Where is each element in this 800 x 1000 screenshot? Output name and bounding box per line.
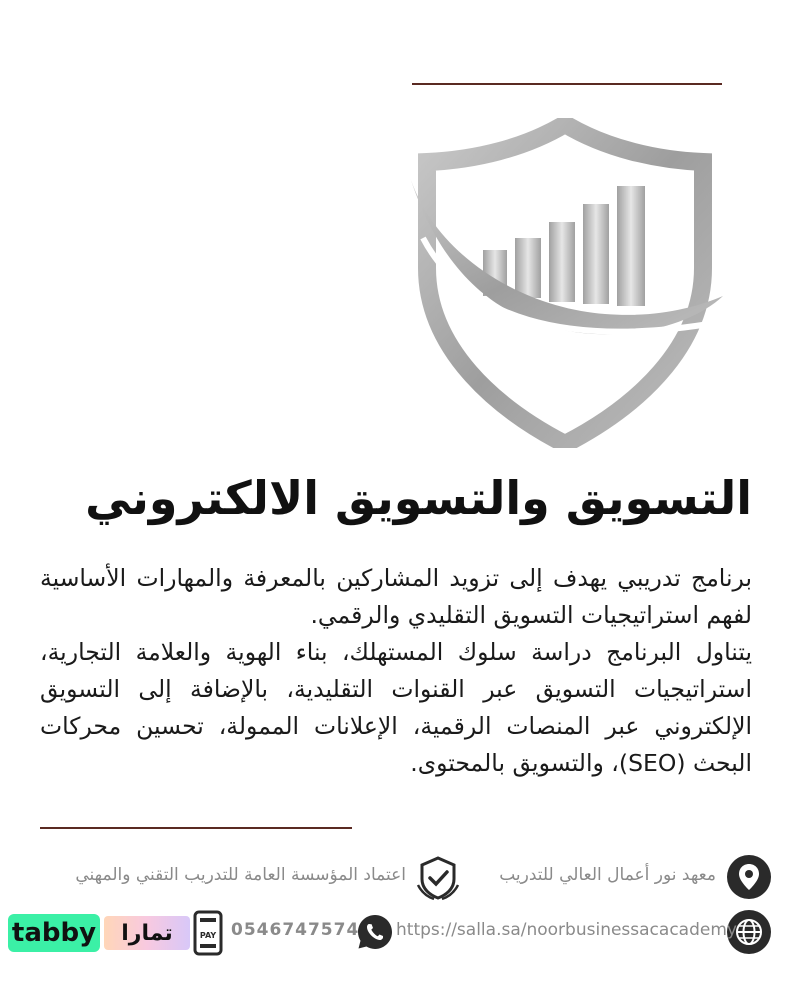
bottom-divider — [40, 827, 352, 829]
footer-contact-row — [0, 910, 800, 956]
tamara-label: تمارا — [121, 920, 173, 946]
tamara-logo — [104, 916, 190, 950]
institute-name: معهد نور أعمال العالي للتدريب — [499, 865, 716, 885]
accreditation-text: اعتماد المؤسسة العامة للتدريب التقني والمهني — [75, 865, 406, 885]
location-pin-icon — [727, 855, 771, 899]
badge-check-icon — [414, 855, 462, 901]
tabby-label: tabby — [11, 918, 97, 948]
pay-label: PAY — [199, 931, 217, 940]
website-link[interactable]: https://salla.sa/noorbusinessacacademy — [396, 920, 737, 940]
footer-info-row — [0, 855, 800, 901]
description-paragraph-2: يتناول البرنامج دراسة سلوك المستهلك، بناء الهوية والعلامة التجارية، استراتيجيات التسويق عبر القنوات التقليدية، بالإضافة إلى التسويق الإلكتروني عبر المنصات الرقمية، الإعلانات الممولة، تحسين محركات البحث (SEO)، والتسويق بالمحتوى. — [40, 638, 752, 777]
description-paragraph-1: برنامج تدريبي يهدف إلى تزويد المشاركين بالمعرفة والمهارات الأساسية لفهم استراتيجيات التسويق التقليدي والرقمي. — [40, 564, 752, 629]
phone-number[interactable]: 0546747574 — [231, 920, 360, 940]
page-title: التسويق والتسويق الالكتروني — [85, 471, 752, 525]
tabby-logo — [8, 914, 100, 952]
shield-bar-chart-icon — [405, 118, 725, 448]
description — [40, 560, 752, 782]
phone-pay-icon — [193, 910, 223, 956]
whatsapp-icon[interactable] — [355, 912, 395, 952]
top-divider — [412, 83, 722, 85]
